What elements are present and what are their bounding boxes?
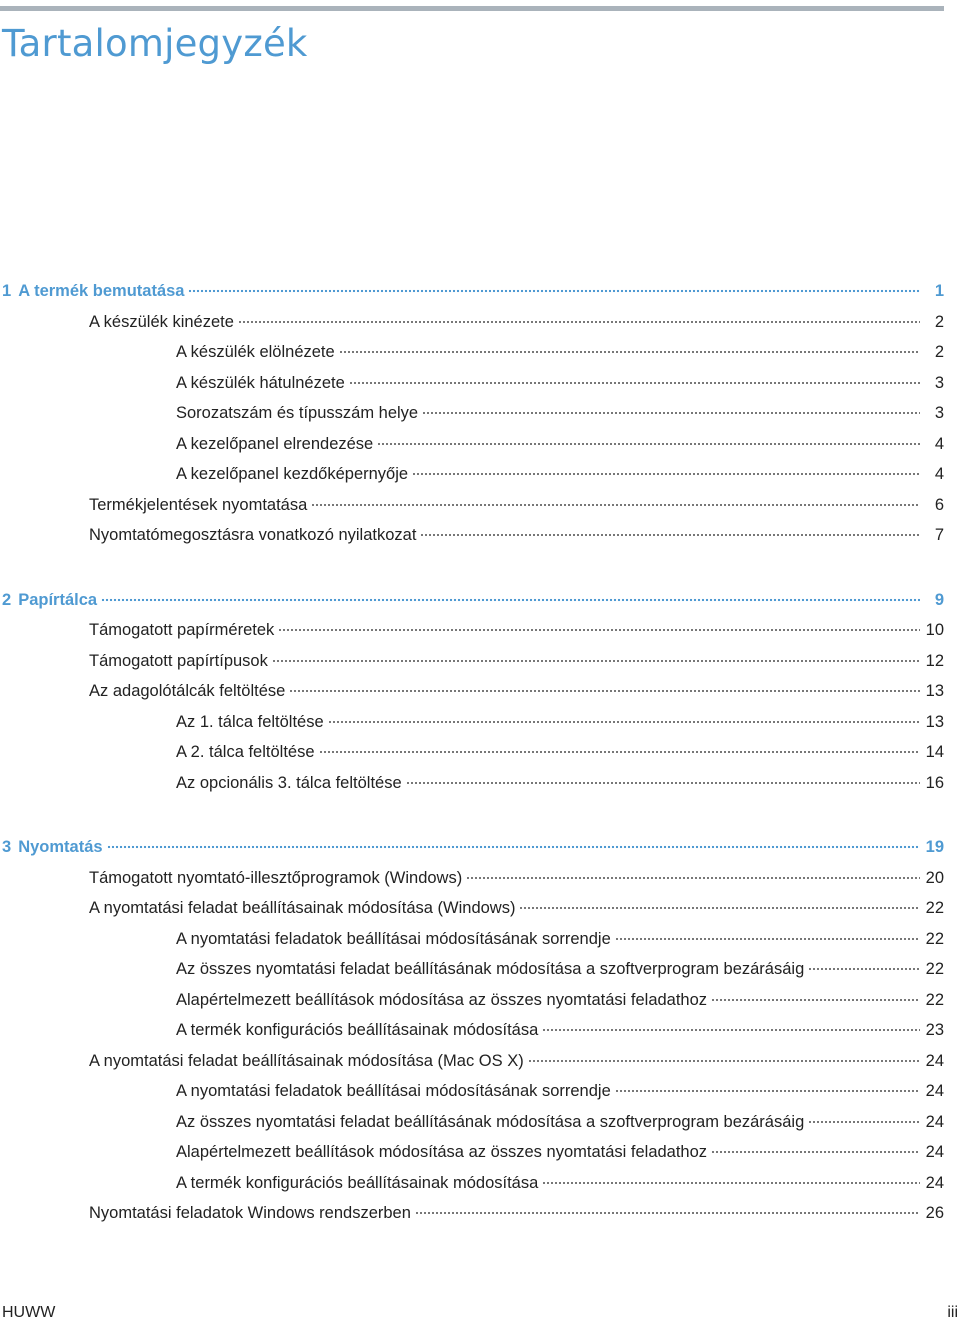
dot-leader [542, 1170, 920, 1188]
toc-page-number: 14 [925, 743, 944, 762]
dot-leader [711, 1139, 920, 1157]
toc-entry-text: Támogatott nyomtató-illesztőprogramok (Windows) [89, 868, 463, 887]
dot-leader [406, 770, 920, 788]
dot-leader [311, 492, 920, 510]
toc-chapter-1[interactable] [0, 278, 944, 309]
toc-entry[interactable] [0, 1170, 944, 1201]
dot-leader [289, 678, 920, 696]
toc-page-number: 4 [934, 465, 944, 484]
toc-page-number: 22 [925, 960, 944, 979]
toc-entry-text: Alapértelmezett beállítások módosítása az összes nyomtatási feladathoz [176, 990, 708, 1009]
top-rule [0, 6, 944, 11]
dot-leader [188, 278, 920, 296]
toc-page-number: 2 [934, 343, 944, 362]
toc-entry[interactable] [0, 522, 944, 553]
dot-leader [415, 1200, 920, 1218]
toc-page-number: 16 [925, 773, 944, 792]
toc-entry[interactable] [0, 1048, 944, 1079]
page-title: Tartalomjegyzék [2, 22, 308, 65]
toc-page-number: 24 [925, 1082, 944, 1101]
toc-page-number: 4 [934, 434, 944, 453]
toc-entry-text: A termék bemutatása [18, 282, 185, 301]
toc-entry-text: Alapértelmezett beállítások módosítása az összes nyomtatási feladathoz [176, 1143, 708, 1162]
toc-page-number: 22 [925, 929, 944, 948]
toc-page-number: 23 [925, 1021, 944, 1040]
toc-entry-text: A készülék elölnézete [176, 343, 335, 362]
toc-page-number: 1 [934, 282, 944, 301]
dot-leader [339, 339, 920, 357]
toc-entry-text: A kezelőpanel elrendezése [176, 434, 374, 453]
toc-entry-text: A nyomtatási feladat beállításainak módosítása (Windows) [89, 899, 516, 918]
toc-entry-text: A nyomtatási feladatok beállításai módosításának sorrendje [176, 929, 611, 948]
toc-entry-text: A kezelőpanel kezdőképernyője [176, 465, 409, 484]
toc-entry[interactable] [0, 1109, 944, 1140]
toc-page-number: 22 [925, 990, 944, 1009]
toc-entry[interactable] [0, 1078, 944, 1109]
toc-entry-text: A készülék hátulnézete [176, 373, 345, 392]
toc-entry[interactable] [0, 339, 944, 370]
toc-entry[interactable] [0, 678, 944, 709]
toc-entry[interactable] [0, 865, 944, 896]
toc-entry-text: Az 1. tálca feltöltése [176, 712, 324, 731]
dot-leader [107, 834, 920, 852]
toc-entry[interactable] [0, 617, 944, 648]
toc-page-number: 7 [934, 526, 944, 545]
toc-entry-text: Nyomtatás [18, 838, 103, 857]
toc-entry[interactable] [0, 739, 944, 770]
toc-entry-text: Sorozatszám és típusszám helye [176, 404, 419, 423]
toc-entry-text: A termék konfigurációs beállításainak módosítása [176, 1021, 539, 1040]
toc-entry[interactable] [0, 926, 944, 957]
dot-leader [278, 617, 920, 635]
dot-leader [328, 709, 920, 727]
toc-page-number: 20 [925, 868, 944, 887]
toc-page-number: 19 [925, 838, 944, 857]
toc-page-number: 13 [925, 682, 944, 701]
dot-leader [420, 522, 920, 540]
toc-entry[interactable] [0, 461, 944, 492]
toc-page-number: 3 [934, 373, 944, 392]
chapter-number: 3 [2, 838, 12, 857]
toc-page-number: 26 [925, 1204, 944, 1223]
toc-entry[interactable] [0, 895, 944, 926]
toc-entry[interactable] [0, 709, 944, 740]
toc-page-number: 24 [925, 1173, 944, 1192]
toc-page-number: 9 [934, 590, 944, 609]
dot-leader [238, 309, 920, 327]
toc-entry-text: Az opcionális 3. tálca feltöltése [176, 773, 402, 792]
dot-leader [528, 1048, 920, 1066]
toc-entry[interactable] [0, 770, 944, 801]
dot-leader [272, 648, 920, 666]
toc-entry[interactable] [0, 956, 944, 987]
toc-page-number: 24 [925, 1112, 944, 1131]
footer-page-number: iii [947, 1304, 958, 1321]
toc-page-number: 2 [934, 312, 944, 331]
dot-leader [412, 461, 920, 479]
toc-entry-text: Az adagolótálcák feltöltése [89, 682, 286, 701]
dot-leader [542, 1017, 920, 1035]
dot-leader [808, 1109, 920, 1127]
toc-entry[interactable] [0, 987, 944, 1018]
dot-leader [466, 865, 920, 883]
toc-page-number: 12 [925, 651, 944, 670]
toc-entry-text: Az összes nyomtatási feladat beállításának módosítása a szoftverprogram bezárásáig [176, 1112, 805, 1131]
dot-leader [101, 587, 920, 605]
toc-entry[interactable] [0, 648, 944, 679]
toc-entry-text: Az összes nyomtatási feladat beállításának módosítása a szoftverprogram bezárásáig [176, 960, 805, 979]
table-of-contents [0, 278, 944, 1231]
dot-leader [711, 987, 920, 1005]
toc-entry[interactable] [0, 431, 944, 462]
toc-entry[interactable] [0, 1139, 944, 1170]
toc-page-number: 6 [934, 495, 944, 514]
dot-leader [422, 400, 920, 418]
toc-entry-text: Papírtálca [18, 590, 98, 609]
dot-leader [519, 895, 920, 913]
toc-entry-text: A nyomtatási feladat beállításainak módosítása (Mac OS X) [89, 1051, 524, 1070]
toc-chapter-3[interactable] [0, 834, 944, 865]
toc-entry-text: Termékjelentések nyomtatása [89, 495, 308, 514]
dot-leader [349, 370, 920, 388]
toc-entry-text: Nyomtatómegosztásra vonatkozó nyilatkozat [89, 526, 417, 545]
toc-entry-text: Támogatott papírméretek [89, 621, 275, 640]
toc-entry-text: Nyomtatási feladatok Windows rendszerben [89, 1204, 411, 1223]
toc-entry[interactable] [0, 1017, 944, 1048]
dot-leader [808, 956, 920, 974]
toc-page-number: 24 [925, 1143, 944, 1162]
dot-leader [615, 1078, 920, 1096]
toc-entry-text: Támogatott papírtípusok [89, 651, 268, 670]
toc-page-number: 3 [934, 404, 944, 423]
toc-entry-text: A nyomtatási feladatok beállításai módosításának sorrendje [176, 1082, 611, 1101]
toc-page-number: 22 [925, 899, 944, 918]
toc-entry[interactable] [0, 400, 944, 431]
footer-locale-code: HUWW [2, 1304, 56, 1321]
toc-entry[interactable] [0, 370, 944, 401]
toc-chapter-2[interactable] [0, 587, 944, 618]
dot-leader [319, 739, 920, 757]
dot-leader [615, 926, 920, 944]
dot-leader [377, 431, 920, 449]
chapter-number: 2 [2, 590, 12, 609]
toc-page-number: 13 [925, 712, 944, 731]
toc-entry-text: A készülék kinézete [89, 312, 234, 331]
chapter-number: 1 [2, 282, 12, 301]
toc-entry-text: A 2. tálca feltöltése [176, 743, 315, 762]
toc-page-number: 10 [925, 621, 944, 640]
toc-entry[interactable] [0, 309, 944, 340]
toc-page-number: 24 [925, 1051, 944, 1070]
toc-entry-text: A termék konfigurációs beállításainak módosítása [176, 1173, 539, 1192]
toc-entry[interactable] [0, 492, 944, 523]
toc-entry[interactable] [0, 1200, 944, 1231]
